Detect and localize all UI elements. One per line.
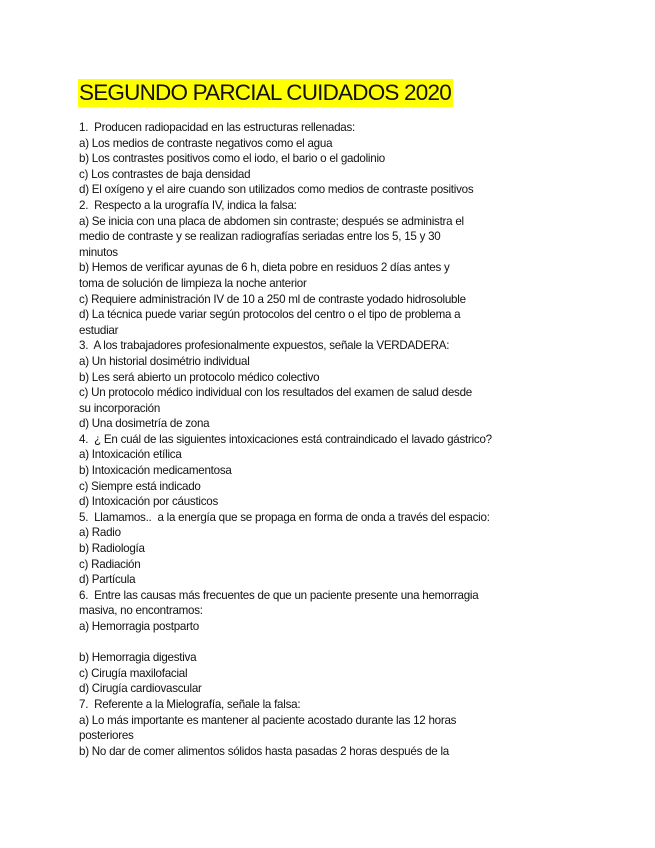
text-line: su incorporación [79,401,161,415]
text-line: c) Radiación [79,557,141,571]
text-line: minutos [79,245,118,259]
text-line: posteriores [79,729,134,743]
text-line: masiva, no encontramos: [79,604,203,618]
text-line: a) Radio [79,526,121,540]
text-line: 1. Producen radiopacidad en las estructuras rellenadas: [79,121,356,134]
text-line: 2. Respecto a la urografía IV, indica la falsa: [79,198,297,212]
text-line: 3. A los trabajadores profesionalmente expuestos, señale la VERDADERA: [79,339,450,353]
text-line: medio de contraste y se realizan radiografías seriadas entre los 5, 15 y 30 [79,230,441,244]
text-line: a) Se inicia con una placa de abdomen sin contraste; después se administra el [79,214,464,228]
text-line: b) Radiología [79,542,145,556]
document-title: SEGUNDO PARCIAL CUIDADOS 2020 [79,80,451,105]
text-line: d) Cirugía cardiovascular [79,682,202,696]
text-line: d) El oxígeno y el aire cuando son utilizados como medios de contraste positivos [79,183,474,197]
text-line: c) Cirugía maxilofacial [79,666,188,680]
text-line: d) Partícula [79,573,136,587]
text-line: c) Un protocolo médico individual con los resultados del examen de salud desde [79,386,472,400]
text-line: a) Hemorragia postparto [79,620,199,633]
text-line: b) Hemorragia digestiva [79,651,197,665]
text-line: c) Los contrastes de baja densidad [79,167,251,181]
text-line: b) Les será abierto un protocolo médico colectivo [79,370,320,384]
text-line: toma de solución de limpieza la noche anterior [79,276,307,290]
text-line: b) Los contrastes positivos como el iodo, el bario o el gadolinio [79,152,385,166]
text-line: c) Siempre está indicado [79,479,201,493]
text-line: b) Intoxicación medicamentosa [79,464,232,478]
text-line: 5. Llamamos.. a la energía que se propaga en forma de onda a través del espacio: [79,510,490,524]
document-body [79,120,519,759]
text-line: 7. Referente a la Mielografía, señale la falsa: [79,697,301,711]
text-line: b) No dar de comer alimentos sólidos hasta pasadas 2 horas después de la [79,744,449,758]
text-line: 4. ¿ En cuál de las siguientes intoxicaciones está contraindicado el lavado gástrico? [79,432,492,446]
blank-line [79,635,519,651]
text-line: a) Intoxicación etílica [79,448,182,462]
text-line: d) Intoxicación por cáusticos [79,495,219,509]
text-line: 6. Entre las causas más frecuentes de que un paciente presente una hemorragia [79,588,479,602]
text-line: d) Una dosimetría de zona [79,417,210,431]
text-line: estudiar [79,323,119,337]
text-line: d) La técnica puede variar según protocolos del centro o el tipo de problema a [79,308,461,322]
text-line: b) Hemos de verificar ayunas de 6 h, dieta pobre en residuos 2 días antes y [79,261,450,275]
text-line: a) Un historial dosimétrio individual [79,354,250,368]
text-line: c) Requiere administración IV de 10 a 250 ml de contraste yodado hidrosoluble [79,292,466,306]
text-line: a) Los medios de contraste negativos como el agua [79,136,333,150]
text-line: a) Lo más importante es mantener al paciente acostado durante las 12 horas [79,713,457,727]
